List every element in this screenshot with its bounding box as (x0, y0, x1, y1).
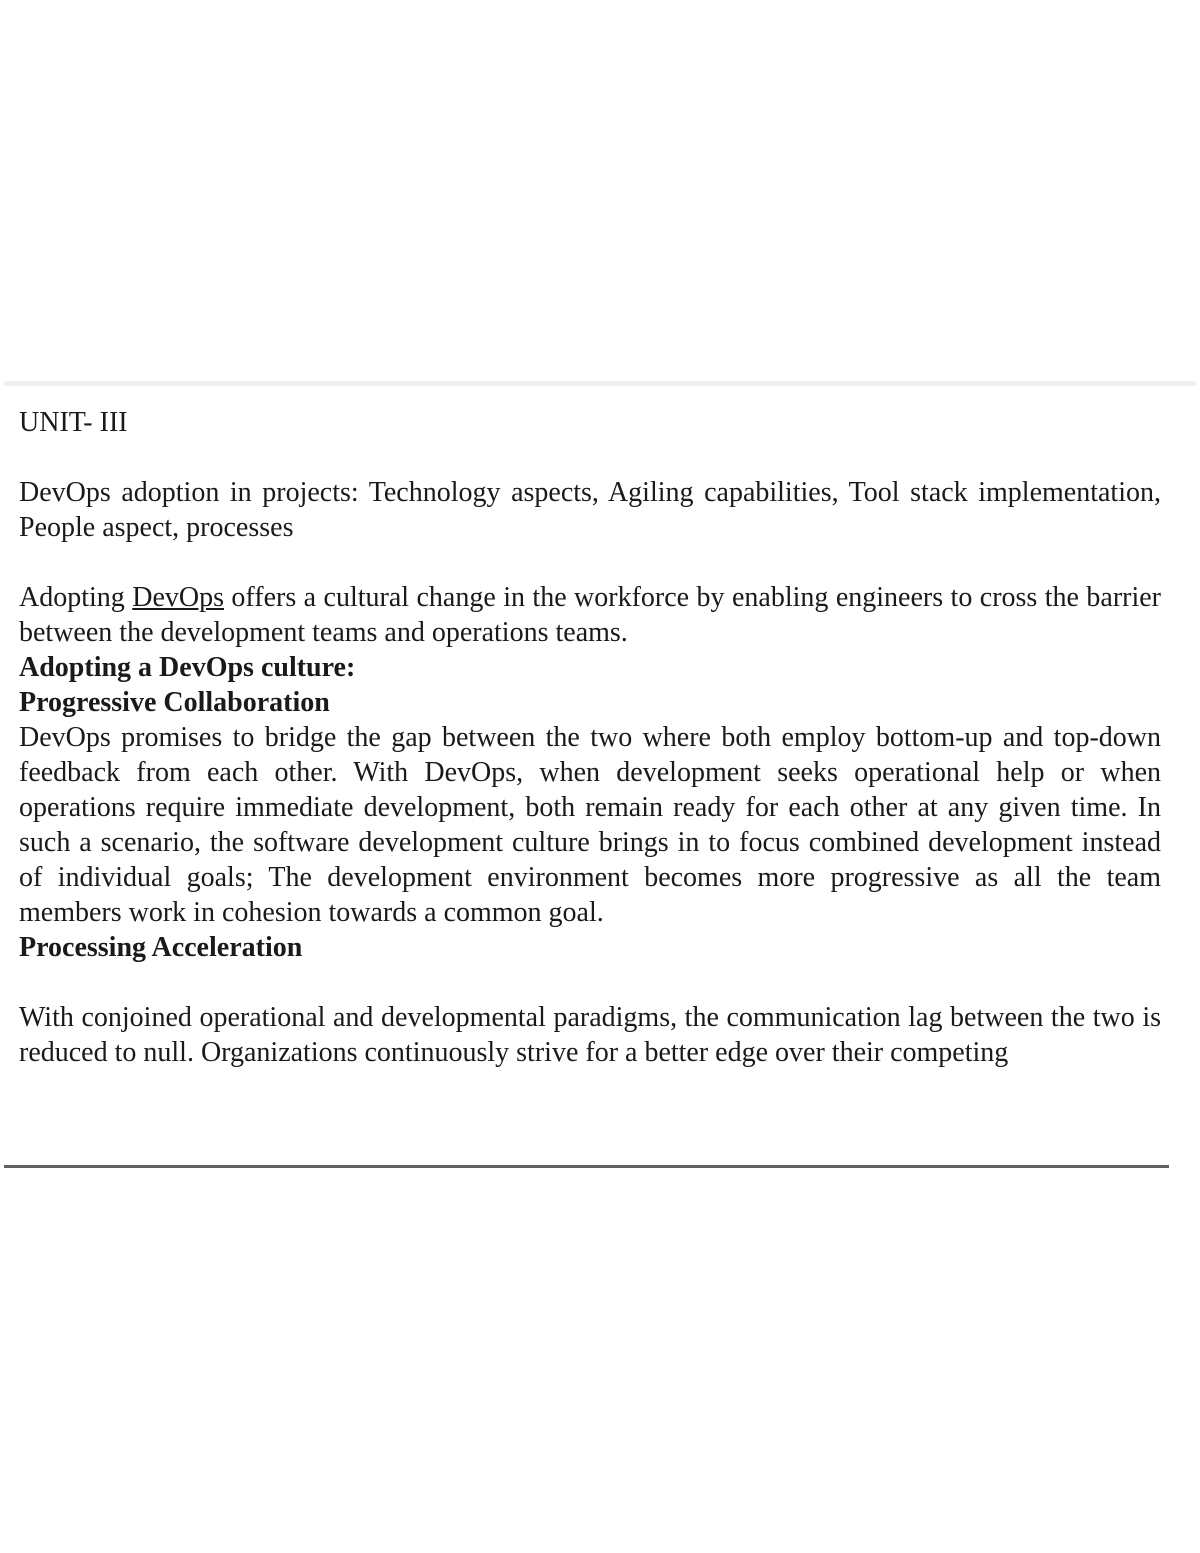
intro-text-end: offers a cultural change in the workforce by enabling engineers to cross the barrier between the development teams and operations teams. (19, 582, 1161, 648)
progressive-collaboration-heading: Progressive Collaboration (19, 687, 330, 718)
culture-heading: Adopting a DevOps culture: (19, 652, 356, 683)
devops-link[interactable]: DevOps (132, 582, 224, 613)
page-top-border (4, 381, 1196, 386)
topics-paragraph: DevOps adoption in projects: Technology aspects, Agiling capabilities, Tool stack implementation, People aspect, processes (19, 477, 1161, 543)
intro-text-start: Adopting (19, 582, 133, 613)
page-bottom-border (4, 1165, 1169, 1168)
processing-acceleration-body: With conjoined operational and developmental paradigms, the communication lag between the two is reduced to null. Organizations continuously strive for a better edge over their competing (19, 1002, 1161, 1068)
processing-acceleration-heading: Processing Acceleration (19, 932, 303, 963)
unit-title: UNIT- III (19, 407, 128, 438)
progressive-collaboration-body: DevOps promises to bridge the gap between the two where both employ bottom-up and top-down feedback from each other. With DevOps, when development seeks operational help or when operations require immediate development, both remain ready for each other at any given time. In such a scenario, the software development culture brings in to focus combined development instead of individual goals; The development environment becomes more progressive as all the team members work in cohesion towards a common goal. (19, 722, 1161, 928)
document-content (19, 405, 1161, 1070)
intro-paragraph (19, 580, 1161, 650)
document-page (4, 381, 1196, 1168)
